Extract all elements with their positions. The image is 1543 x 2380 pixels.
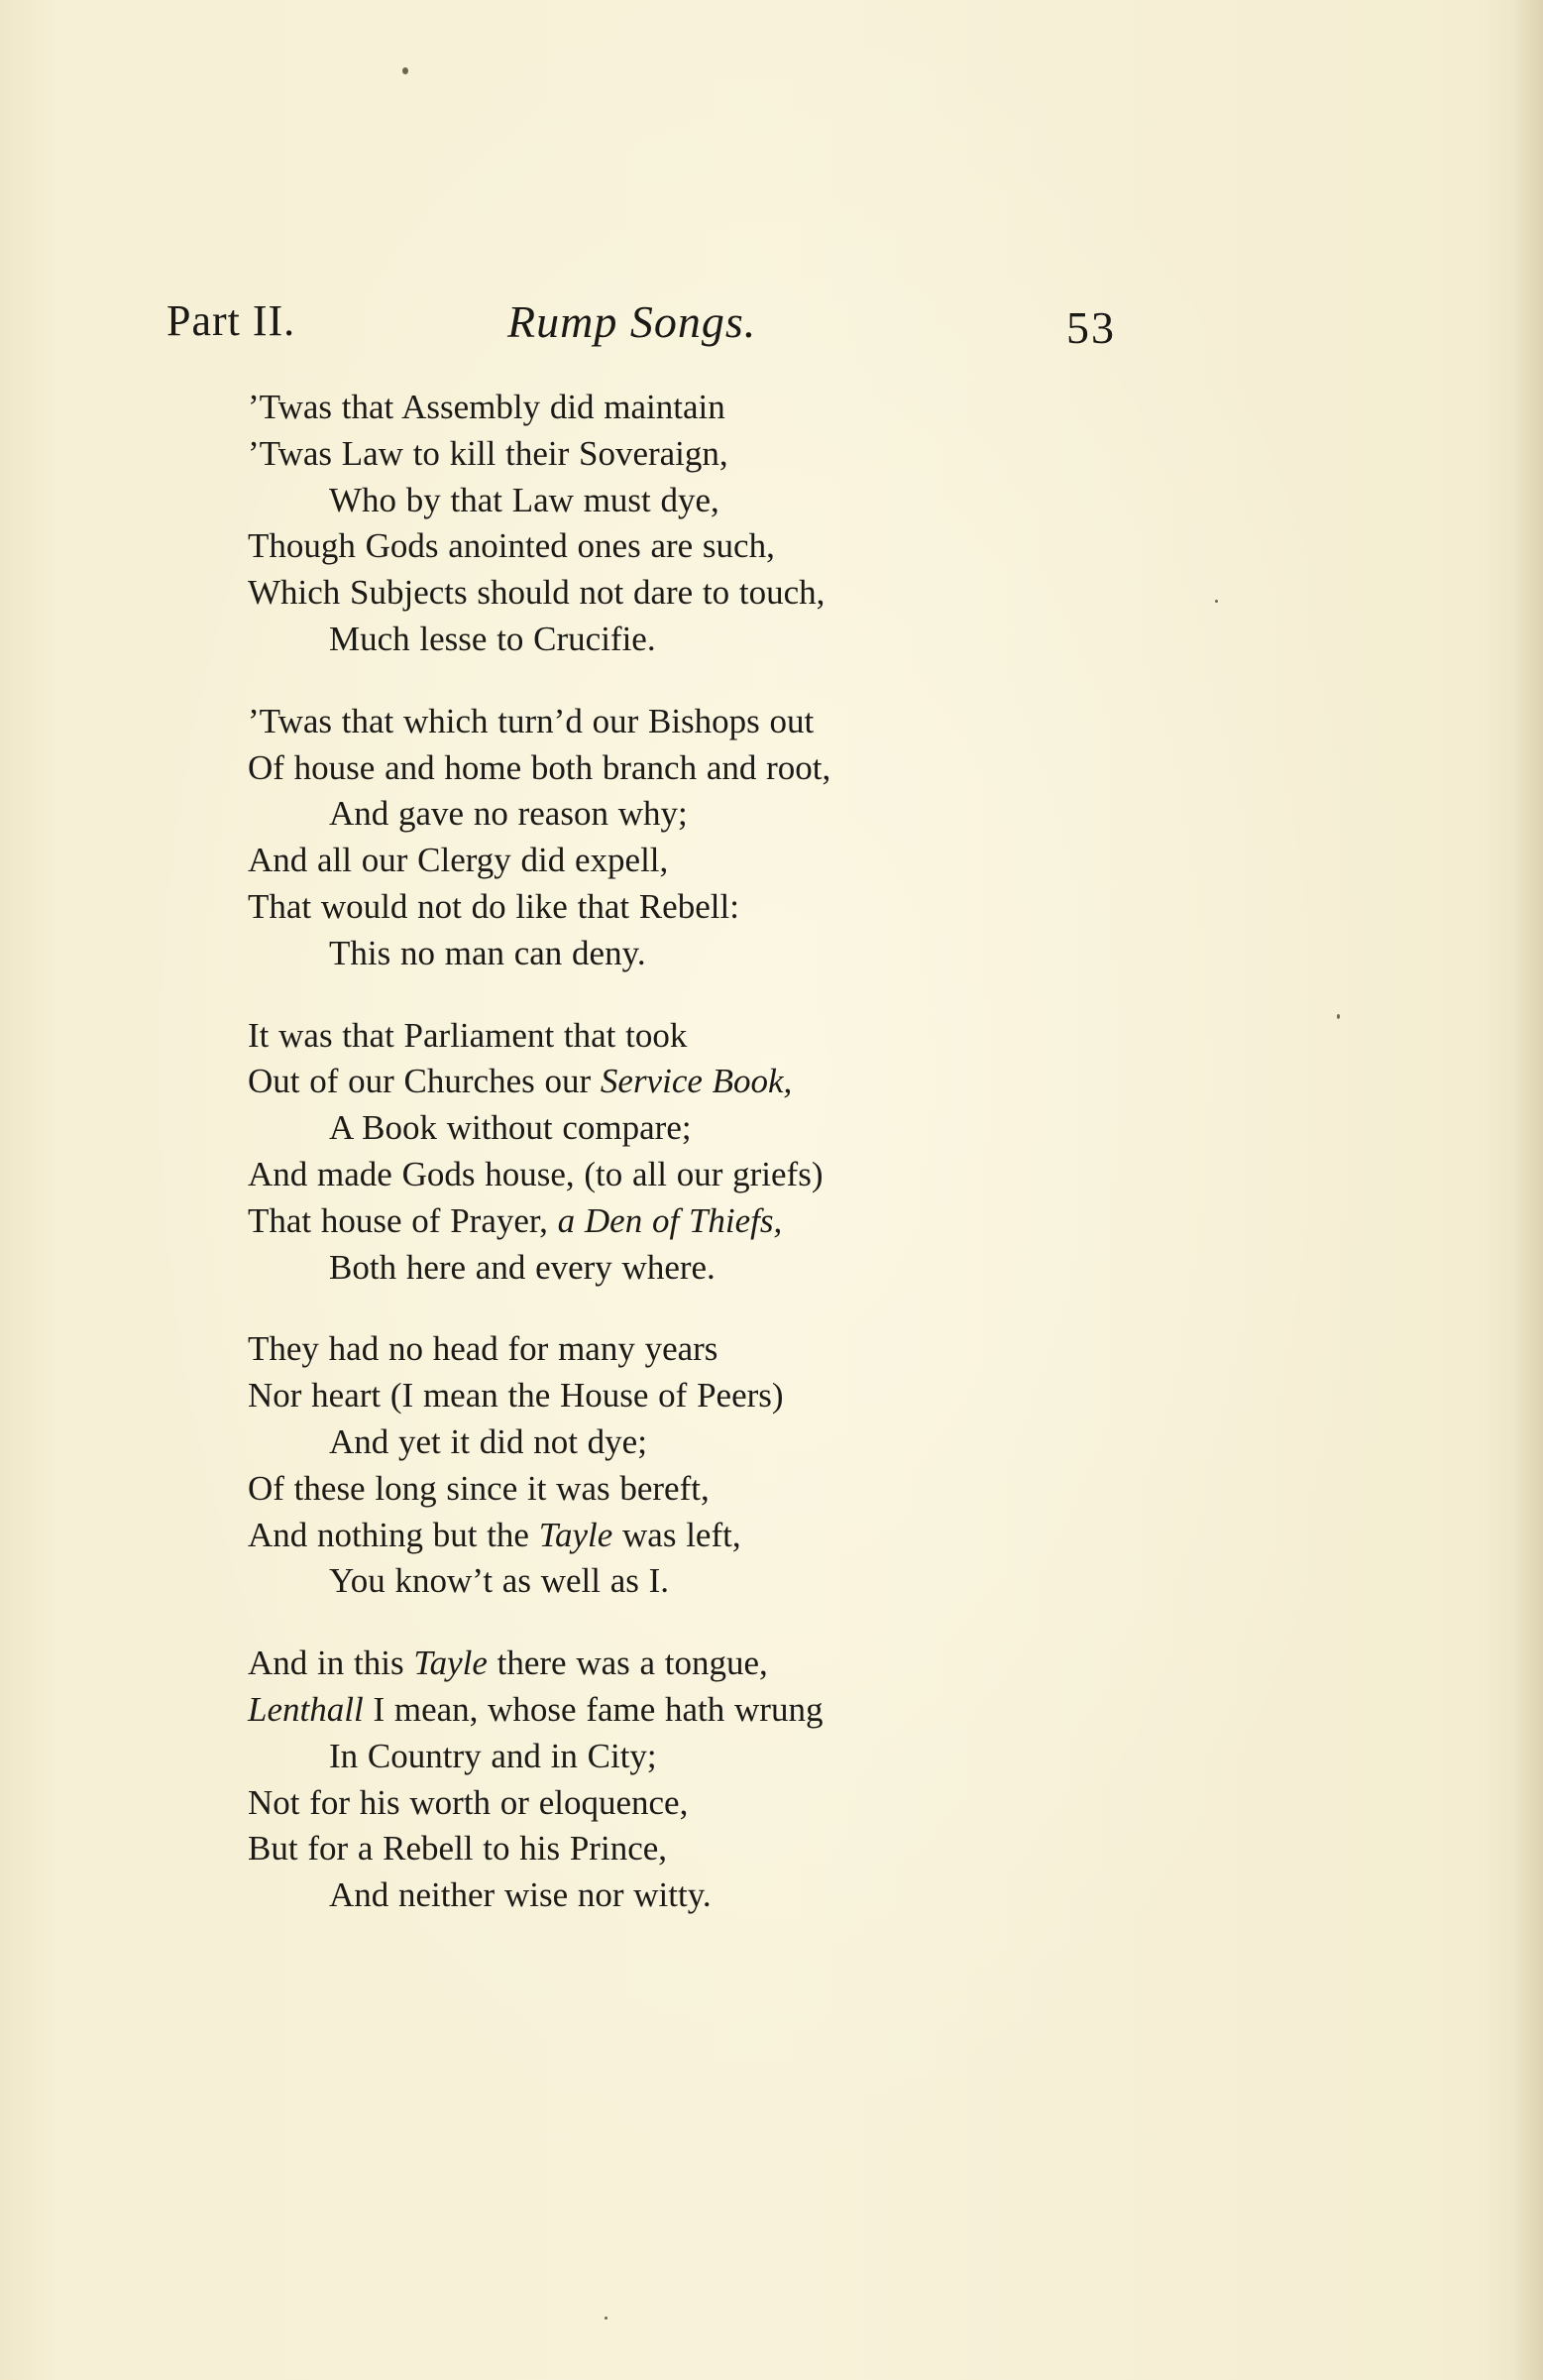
verse-line: Of these long since it was bereft,	[248, 1468, 710, 1508]
verse-line	[248, 1513, 1041, 1559]
stanza	[248, 699, 1041, 977]
verse-text: And in this	[248, 1643, 414, 1683]
paper-speck	[605, 2317, 607, 2320]
verse-line: In Country and in City;	[329, 1736, 657, 1775]
verse-line: That would not do like that Rebell:	[248, 886, 739, 926]
verse-line	[248, 1198, 1041, 1245]
header-title: Rump Songs.	[507, 296, 757, 347]
verse-italic-text: Tayle	[538, 1515, 613, 1554]
poem-body	[248, 385, 1041, 1955]
verse-italic-text: Lenthall	[248, 1689, 364, 1729]
paper-speck	[1337, 1014, 1340, 1019]
paper-speck	[402, 67, 408, 74]
verse-line: Not for his worth or eloquence,	[248, 1782, 689, 1822]
verse-line: And all our Clergy did expell,	[248, 841, 669, 880]
verse-line: It was that Parliament that took	[248, 1015, 688, 1055]
verse-text: That house of Prayer,	[248, 1200, 558, 1240]
verse-line: And yet it did not dye;	[329, 1421, 647, 1461]
verse-line: And neither wise nor witty.	[329, 1875, 712, 1915]
verse-text: was left,	[612, 1515, 741, 1554]
page-edge-shadow	[1513, 0, 1543, 2380]
verse-line: They had no head for many years	[248, 1329, 718, 1369]
verse-line: Much lesse to Crucifie.	[329, 619, 656, 658]
page-number: 53	[1066, 302, 1116, 353]
verse-text: I mean, whose fame hath wrung	[363, 1689, 824, 1729]
paper-speck	[1215, 600, 1218, 603]
verse-line: ’Twas that Assembly did maintain	[248, 388, 725, 426]
stanza	[248, 1641, 1041, 1919]
verse-line: And made Gods house, (to all our griefs)	[248, 1154, 824, 1193]
verse-line: But for a Rebell to his Prince,	[248, 1829, 668, 1869]
verse-text: And nothing but the	[248, 1515, 539, 1554]
verse-line	[248, 1059, 1041, 1105]
verse-line: ’Twas Law to kill their Soveraign,	[248, 433, 728, 473]
verse-line: A Book without compare;	[329, 1108, 692, 1148]
stanza	[248, 1013, 1041, 1292]
verse-line: Who by that Law must dye,	[329, 480, 719, 519]
verse-text: Out of our Churches our	[248, 1062, 601, 1101]
verse-line: And gave no reason why;	[329, 794, 688, 834]
stanza	[248, 1326, 1041, 1605]
verse-line: This no man can deny.	[329, 933, 646, 972]
verse-text: there was a tongue,	[487, 1643, 768, 1683]
verse-line: Though Gods anointed ones are such,	[248, 526, 775, 566]
verse-line: Which Subjects should not dare to touch,	[248, 573, 826, 613]
verse-italic-text: a Den of Thiefs,	[557, 1200, 783, 1240]
verse-line: Nor heart (I mean the House of Peers)	[248, 1376, 784, 1416]
verse-line: You know’t as well as I.	[329, 1561, 670, 1601]
verse-italic-text: Service Book,	[600, 1062, 793, 1101]
verse-italic-text: Tayle	[413, 1643, 488, 1683]
stanza	[248, 385, 1041, 663]
running-header	[166, 287, 1118, 367]
header-part-label: Part II.	[166, 296, 296, 345]
verse-line	[248, 1687, 1041, 1734]
verse-line: ’Twas that which turn’d our Bishops out	[248, 701, 815, 740]
verse-line	[248, 1641, 1041, 1687]
verse-line: Of house and home both branch and root,	[248, 747, 831, 787]
verse-line: Both here and every where.	[329, 1247, 716, 1287]
